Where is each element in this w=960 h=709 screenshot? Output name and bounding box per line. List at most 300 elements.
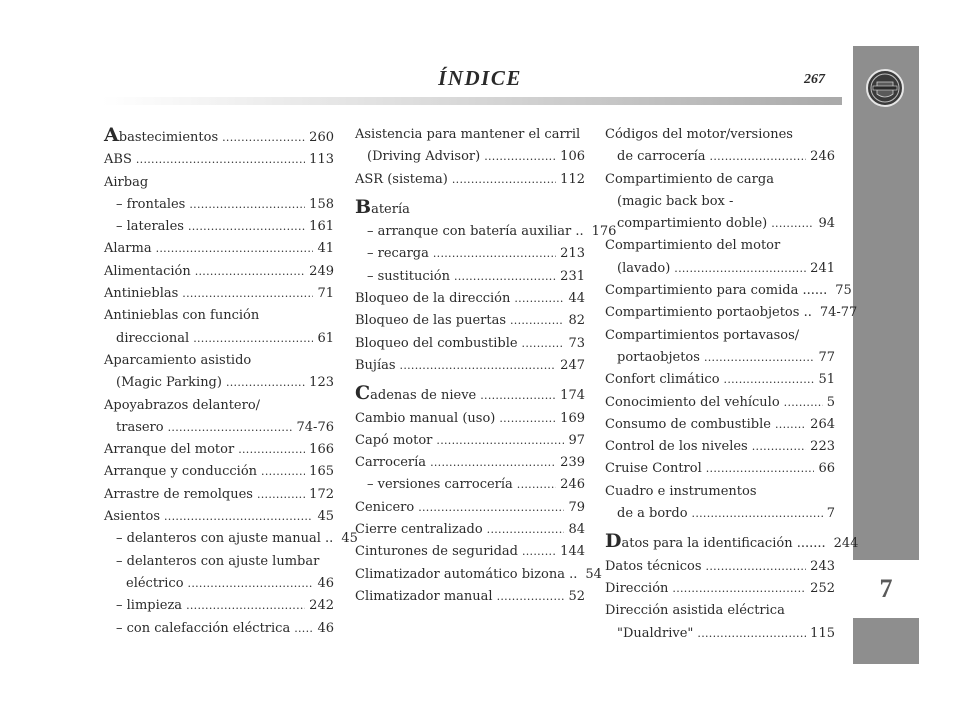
index-entry-text — [605, 481, 757, 503]
index-entry-label: – recarga — [367, 246, 429, 262]
index-entry — [104, 417, 334, 439]
index-entry-label: – con calefacción eléctrica — [116, 620, 291, 636]
index-entry-label: Capó motor — [355, 432, 433, 448]
index-entry-text — [355, 430, 432, 452]
dot-leader — [195, 261, 305, 283]
dot-leader — [164, 506, 313, 528]
index-entry-label: trasero — [116, 419, 164, 435]
index-entry-page: 246 — [810, 149, 835, 165]
index-entry-label: (Magic Parking) — [116, 375, 222, 391]
index-entry-text — [104, 261, 191, 283]
index-entry-label: Conocimiento del vehículo — [605, 394, 780, 410]
index-entry — [104, 194, 334, 216]
index-entry-text — [367, 146, 480, 168]
index-entry-text — [367, 474, 513, 496]
index-entry-label: Arranque y conducción — [104, 464, 258, 480]
dot-leader — [168, 417, 293, 439]
dot-leader — [522, 333, 565, 355]
index-entry-page: 51 — [818, 372, 835, 388]
index-entry-label: Alarma — [104, 241, 152, 257]
index-entry-text — [617, 213, 767, 235]
index-entry — [355, 196, 585, 221]
index-entry-text — [605, 169, 774, 191]
dot-leader — [294, 618, 313, 640]
index-entry-label: Antinieblas con función — [104, 308, 260, 324]
index-entry — [605, 436, 835, 458]
index-entry-page: 144 — [560, 544, 585, 560]
index-entry-label: adenas de nieve — [370, 388, 477, 404]
index-entry-page: 52 — [568, 588, 585, 604]
page-number: 267 — [804, 72, 825, 87]
index-entry-text — [116, 216, 184, 238]
dot-leader — [692, 503, 823, 525]
index-entry-label: Bloqueo de la dirección — [355, 291, 511, 307]
index-entry — [605, 302, 858, 324]
index-entry-page: 73 — [568, 335, 585, 351]
index-entry-page: 244 — [833, 536, 859, 552]
index-entry-text — [617, 146, 706, 168]
index-entry — [355, 288, 585, 310]
index-entry — [605, 325, 835, 347]
index-entry-label: Asistencia para mantener el carril — [355, 127, 581, 142]
index-entry-page: 247 — [560, 357, 585, 373]
section-initial: B — [355, 195, 372, 218]
index-entry — [605, 258, 835, 280]
index-entry — [355, 310, 585, 332]
index-entry-text — [605, 556, 702, 578]
index-entry-text — [617, 347, 700, 369]
index-entry-label: ABS — [104, 152, 132, 168]
index-entry-label: "Dualdrive" — [617, 625, 694, 641]
dot-leader — [433, 243, 556, 265]
index-entry-text — [104, 395, 260, 417]
index-entry-page: 249 — [309, 263, 334, 279]
index-entry-text — [104, 124, 218, 149]
index-entry-label: de a bordo — [617, 506, 688, 522]
section-initial: D — [605, 530, 622, 553]
dot-leader — [452, 169, 556, 191]
index-entry-page: 45 — [317, 509, 334, 525]
index-entry — [104, 506, 334, 528]
index-entry-page: 161 — [309, 219, 334, 235]
index-entry-label: Cierre centralizado — [355, 522, 483, 538]
index-entry-page: 174 — [560, 388, 585, 404]
index-entry-label: Compartimiento portaobjetos .. — [605, 305, 812, 321]
index-entry — [355, 266, 585, 288]
index-entry-label: (lavado) — [617, 260, 671, 276]
index-entry-label: Cruise Control — [605, 461, 702, 477]
dot-leader — [454, 266, 556, 288]
index-entry-page: 106 — [560, 149, 585, 165]
index-entry-text — [116, 417, 164, 439]
index-entry-page: 243 — [810, 558, 835, 574]
index-entry-label: Consumo de combustible — [605, 416, 771, 432]
index-entry-page: 54 — [585, 566, 602, 582]
index-entry — [355, 169, 585, 191]
index-entry-page: 7 — [826, 506, 835, 522]
dot-leader — [784, 392, 823, 414]
index-entry-text — [104, 484, 253, 506]
dot-leader — [517, 474, 556, 496]
index-entry-label: compartimiento doble) — [617, 216, 768, 232]
dot-leader — [400, 355, 557, 377]
index-entry — [355, 474, 585, 496]
index-entry-page: 112 — [560, 171, 585, 187]
index-entry — [355, 355, 585, 377]
index-entry-label: Carrocería — [355, 455, 427, 471]
dot-leader — [193, 328, 313, 350]
index-entry — [104, 461, 334, 483]
dot-leader — [430, 452, 556, 474]
index-entry-label: Alimentación — [104, 263, 191, 279]
index-entry-text — [116, 551, 319, 573]
index-entry-text — [104, 350, 251, 372]
index-entry — [355, 564, 602, 586]
index-entry-label: Bloqueo del combustible — [355, 335, 518, 351]
index-entry — [104, 261, 334, 283]
index-entry-label: Confort climático — [605, 372, 720, 388]
dot-leader — [752, 436, 806, 458]
index-entry-label: bastecimientos — [118, 130, 219, 145]
index-entry-page: 41 — [317, 241, 334, 257]
index-entry — [104, 149, 334, 171]
index-entry-page: 46 — [317, 575, 334, 591]
dot-leader — [706, 458, 815, 480]
index-entry-page: 158 — [309, 196, 334, 212]
index-entry — [355, 333, 585, 355]
index-entry — [104, 595, 334, 617]
index-entry-page: 246 — [560, 477, 585, 493]
index-entry-label: Compartimiento del motor — [605, 238, 781, 254]
dot-leader — [189, 194, 305, 216]
index-entry-text — [605, 578, 668, 600]
section-initial: A — [104, 124, 119, 146]
index-entry-text — [617, 623, 693, 645]
index-entry-label: Cinturones de seguridad — [355, 544, 518, 560]
index-entry-label: Antinieblas — [104, 286, 179, 302]
index-entry-page: 97 — [568, 432, 585, 448]
index-entry-page: 241 — [810, 260, 835, 276]
index-entry — [605, 235, 835, 257]
index-entry-text — [116, 194, 185, 216]
index-entry — [104, 124, 334, 149]
index-entry-page: 79 — [568, 499, 585, 515]
index-entry — [605, 213, 835, 235]
index-entry — [605, 600, 835, 622]
index-entry-text — [355, 541, 518, 563]
index-entry-text — [605, 392, 780, 414]
index-entry-label: Arranque del motor — [104, 442, 235, 458]
index-entry-label: Apoyabrazos delantero/ — [104, 397, 261, 413]
index-entry — [605, 414, 835, 436]
index-entry-page: 75 — [835, 283, 852, 299]
section-initial: C — [355, 382, 371, 405]
index-entry-label: (magic back box - — [617, 193, 734, 209]
index-entry — [104, 350, 334, 372]
index-entry-text — [355, 124, 580, 146]
index-entry-text — [605, 436, 748, 458]
index-entry-page: 66 — [818, 461, 835, 477]
dot-leader — [697, 623, 806, 645]
dot-leader — [257, 484, 305, 506]
index-entry — [355, 382, 585, 407]
index-entry-text — [104, 305, 259, 327]
index-entry-page: 264 — [810, 416, 835, 432]
index-entry-text — [104, 506, 160, 528]
index-entry-label: – laterales — [116, 219, 184, 235]
index-entry — [605, 146, 835, 168]
index-entry-text — [126, 573, 184, 595]
index-entry-page: 46 — [317, 620, 334, 636]
header-rule — [102, 97, 842, 105]
index-entry-text — [367, 221, 584, 243]
index-entry-text — [355, 288, 510, 310]
index-entry-text — [116, 328, 189, 350]
index-entry-label: Control de los niveles — [605, 439, 748, 455]
index-entry-label: Bujías — [355, 357, 396, 373]
index-entry — [355, 146, 585, 168]
index-entry — [104, 395, 334, 417]
index-entry-text — [355, 497, 414, 519]
index-entry-page: 74-77 — [819, 305, 858, 321]
index-entry-text — [355, 408, 495, 430]
index-entry-label: eléctrico — [126, 575, 184, 591]
index-entry — [104, 528, 358, 550]
index-entry — [605, 169, 835, 191]
index-entry-label: Cuadro e instrumentos — [605, 483, 757, 499]
index-entry — [355, 452, 585, 474]
index-column-2 — [355, 124, 617, 608]
index-entry — [605, 556, 835, 578]
dot-leader — [156, 238, 314, 260]
index-entry — [605, 623, 835, 645]
dot-leader — [514, 288, 564, 310]
index-entry-text — [605, 235, 780, 257]
index-entry-text — [104, 172, 148, 194]
index-entry-page: 223 — [810, 439, 835, 455]
index-entry-page: 169 — [560, 410, 585, 426]
index-entry — [104, 216, 334, 238]
index-entry-label: Climatizador automático bizona .. — [355, 566, 578, 582]
index-entry-text — [116, 595, 182, 617]
index-entry-text — [104, 149, 132, 171]
index-entry-label: direccional — [116, 330, 190, 346]
index-entry — [104, 328, 334, 350]
index-entry-text — [355, 564, 577, 586]
index-entry-text — [355, 196, 410, 221]
index-entry — [355, 430, 585, 452]
dot-leader — [188, 573, 314, 595]
index-entry-label: – delanteros con ajuste lumbar — [116, 553, 320, 569]
dot-leader — [436, 430, 564, 452]
index-entry-page: 84 — [568, 522, 585, 538]
index-entry-label: Cenicero — [355, 499, 415, 515]
dot-leader — [487, 519, 565, 541]
index-entry-text — [617, 503, 688, 525]
index-entry-label: – limpieza — [116, 598, 183, 614]
index-entry — [104, 372, 334, 394]
index-entry-page: 113 — [309, 152, 334, 168]
index-entry-label: Arrastre de remolques — [104, 486, 253, 502]
index-entry — [605, 481, 835, 503]
index-entry — [605, 530, 859, 555]
index-entry-page: 213 — [560, 246, 585, 262]
dot-leader — [182, 283, 313, 305]
index-entry — [355, 519, 585, 541]
index-entry-text — [104, 238, 152, 260]
index-entry-label: – delanteros con ajuste manual .. — [116, 531, 334, 547]
dot-leader — [704, 347, 815, 369]
index-entry-text — [605, 325, 799, 347]
index-entry — [104, 573, 334, 595]
index-entry-text — [116, 372, 222, 394]
index-entry — [104, 238, 334, 260]
index-entry — [605, 458, 835, 480]
dot-leader — [724, 369, 815, 391]
index-entry — [355, 243, 585, 265]
dot-leader — [775, 414, 806, 436]
index-entry-label: atos para la identificación ....... — [621, 536, 826, 552]
index-entry-label: Aparcamiento asistido — [104, 352, 252, 368]
index-entry-page: 71 — [317, 286, 334, 302]
index-column-1 — [104, 124, 358, 640]
index-entry-text — [605, 302, 812, 324]
index-entry-page: 5 — [826, 394, 835, 410]
index-entry — [355, 408, 585, 430]
index-entry — [104, 172, 334, 194]
index-entry — [104, 283, 334, 305]
index-entry-text — [617, 258, 670, 280]
index-entry-page: 176 — [591, 224, 617, 240]
index-entry-text — [605, 414, 771, 436]
index-entry-label: Climatizador manual — [355, 588, 493, 604]
index-entry-text — [116, 618, 290, 640]
index-entry-text — [605, 458, 702, 480]
index-entry-text — [605, 280, 827, 302]
index-entry — [104, 551, 334, 573]
index-entry-page: 260 — [309, 130, 334, 145]
index-entry — [355, 541, 585, 563]
index-entry — [104, 618, 334, 640]
index-entry-label: Compartimientos portavasos/ — [605, 327, 800, 343]
index-entry-page: 231 — [560, 268, 585, 284]
dot-leader — [418, 497, 564, 519]
index-entry-text — [355, 452, 426, 474]
index-entry — [355, 586, 585, 608]
lancia-logo-icon — [865, 68, 905, 108]
index-entry-label: – frontales — [116, 196, 186, 212]
index-entry-text — [367, 266, 450, 288]
index-entry-page: 45 — [341, 531, 358, 547]
index-entry — [104, 439, 334, 461]
chapter-indicator — [853, 560, 919, 618]
index-entry-label: (Driving Advisor) — [367, 149, 481, 165]
index-entry — [605, 578, 835, 600]
index-entry — [355, 221, 617, 243]
dot-leader — [499, 408, 556, 430]
page-title: ÍNDICE — [438, 66, 522, 90]
index-entry-label: portaobjetos — [617, 349, 700, 365]
index-entry-text — [104, 283, 178, 305]
index-entry — [355, 124, 585, 146]
index-entry-text — [104, 461, 257, 483]
index-entry-page: 115 — [810, 625, 835, 641]
index-entry-label: Compartimiento para comida ...... — [605, 283, 828, 299]
index-entry-text — [367, 243, 429, 265]
index-entry-label: Airbag — [104, 174, 149, 190]
index-entry-text — [355, 382, 476, 407]
index-column-3 — [605, 124, 859, 645]
index-entry-label: ASR (sistema) — [355, 171, 448, 187]
index-entry — [605, 280, 852, 302]
index-entry — [104, 305, 334, 327]
index-entry — [605, 503, 835, 525]
dot-leader — [188, 216, 305, 238]
index-entry-page: 239 — [560, 455, 585, 471]
index-entry-text — [617, 191, 733, 213]
index-entry-label: atería — [371, 201, 410, 217]
index-entry-label: Bloqueo de las puertas — [355, 313, 506, 329]
index-entry-text — [605, 600, 785, 622]
index-entry-page: 61 — [317, 330, 334, 346]
dot-leader — [222, 127, 305, 149]
index-entry-label: de carrocería — [617, 149, 706, 165]
index-entry — [605, 392, 835, 414]
index-entry — [605, 191, 835, 213]
dot-leader — [226, 372, 305, 394]
index-entry-text — [355, 586, 493, 608]
dot-leader — [238, 439, 305, 461]
dot-leader — [186, 595, 305, 617]
index-entry-label: Datos técnicos — [605, 558, 702, 574]
index-entry-label: Compartimiento de carga — [605, 171, 774, 187]
index-entry-label: – arranque con batería auxiliar .. — [367, 224, 584, 240]
dot-leader — [706, 556, 807, 578]
chapter-number: 7 — [879, 574, 893, 603]
index-entry-label: Dirección — [605, 580, 669, 596]
index-entry-text — [355, 169, 448, 191]
dot-leader — [771, 213, 814, 235]
index-entry-label: – sustitución — [367, 268, 450, 284]
dot-leader — [497, 586, 565, 608]
index-entry-text — [355, 333, 518, 355]
index-entry-text — [104, 439, 234, 461]
index-entry-page: 242 — [309, 598, 334, 614]
index-entry-page: 166 — [309, 442, 334, 458]
index-entry-label: Cambio manual (uso) — [355, 410, 496, 426]
index-entry-label: Códigos del motor/versiones — [605, 127, 793, 142]
index-entry — [104, 484, 334, 506]
index-entry-text — [355, 519, 483, 541]
index-entry-page: 172 — [309, 486, 334, 502]
index-entry-text — [605, 530, 826, 555]
dot-leader — [672, 578, 806, 600]
dot-leader — [674, 258, 806, 280]
index-entry-text — [355, 355, 396, 377]
index-entry-text — [605, 369, 720, 391]
index-entry-label: – versiones carrocería — [367, 477, 513, 493]
index-entry-page: 44 — [568, 291, 585, 307]
index-entry — [605, 124, 835, 146]
index-entry-page: 123 — [309, 375, 334, 391]
index-entry-label: Dirección asistida eléctrica — [605, 603, 785, 619]
index-entry — [605, 347, 835, 369]
index-entry-page: 94 — [818, 216, 835, 232]
index-entry-page: 252 — [810, 580, 835, 596]
index-entry-page: 165 — [309, 464, 334, 480]
index-entry-label: Asientos — [104, 509, 161, 525]
index-entry-text — [355, 310, 506, 332]
